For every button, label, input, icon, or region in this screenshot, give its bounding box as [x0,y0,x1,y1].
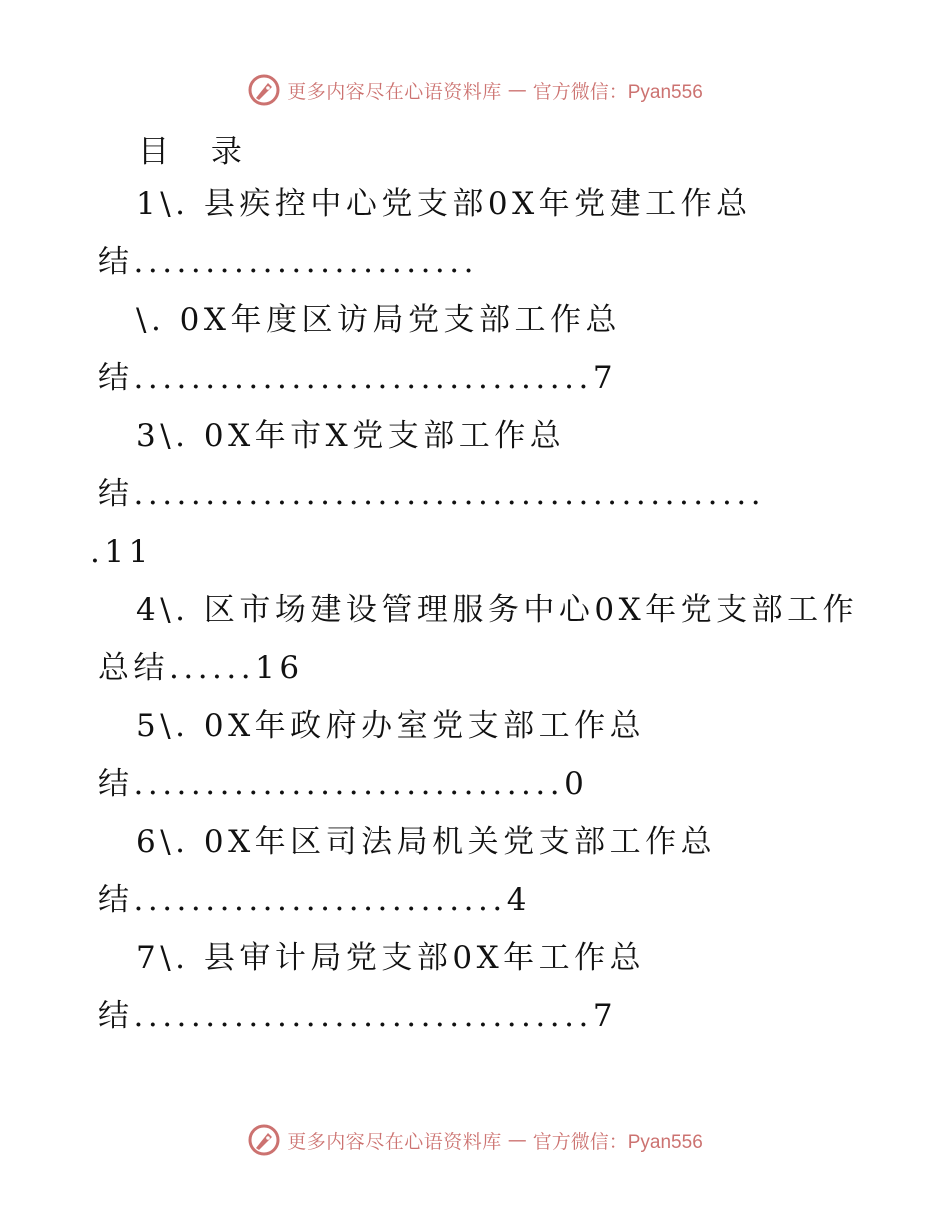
toc-entry-1-leader: 结........................ [98,244,478,280]
pen-nib-logo-icon [247,73,281,107]
footer-watermark [0,1120,950,1160]
toc-entry-3-leader: 结............................................ [98,476,766,512]
toc-entry-7-leader: 结................................7 [98,998,618,1034]
toc-entry-4-leader: 总结......16 [98,650,304,686]
watermark-contact: 官方微信：Pyan556 [532,1131,703,1153]
toc-entry-5-title: 5\. 0X年政府办室党支部工作总 [136,708,646,744]
toc-entry-1-title: 1\. 县疾控中心党支部0X年党建工作总 [136,186,752,222]
watermark-text: 更多内容尽在心语资料库 [287,80,502,103]
toc-title: 目 录 [138,134,258,170]
watermark-separator: — [507,1129,527,1151]
toc-entry-3-title: 3\. 0X年市X党支部工作总 [136,418,566,454]
toc-entry-6-leader: 结..........................4 [98,882,531,918]
toc-entry-7-title: 7\. 县审计局党支部0X年工作总 [136,940,646,976]
toc-entry-2-title: \. 0X年度区访局党支部工作总 [136,302,621,338]
header-watermark [0,70,950,110]
pen-nib-logo-icon [247,1123,281,1157]
toc-entry-5-leader: 结..............................0 [98,766,589,802]
toc-entry-3-page: .11 [90,534,153,570]
toc-entry-6-title: 6\. 0X年区司法局机关党支部工作总 [136,824,717,860]
watermark-text: 更多内容尽在心语资料库 [287,1130,502,1153]
watermark-separator: — [507,79,527,101]
watermark-contact: 官方微信：Pyan556 [532,81,703,103]
toc-entry-4-title: 4\. 区市场建设管理服务中心0X年党支部工作 [136,592,859,628]
toc-entry-2-leader: 结................................7 [98,360,618,396]
